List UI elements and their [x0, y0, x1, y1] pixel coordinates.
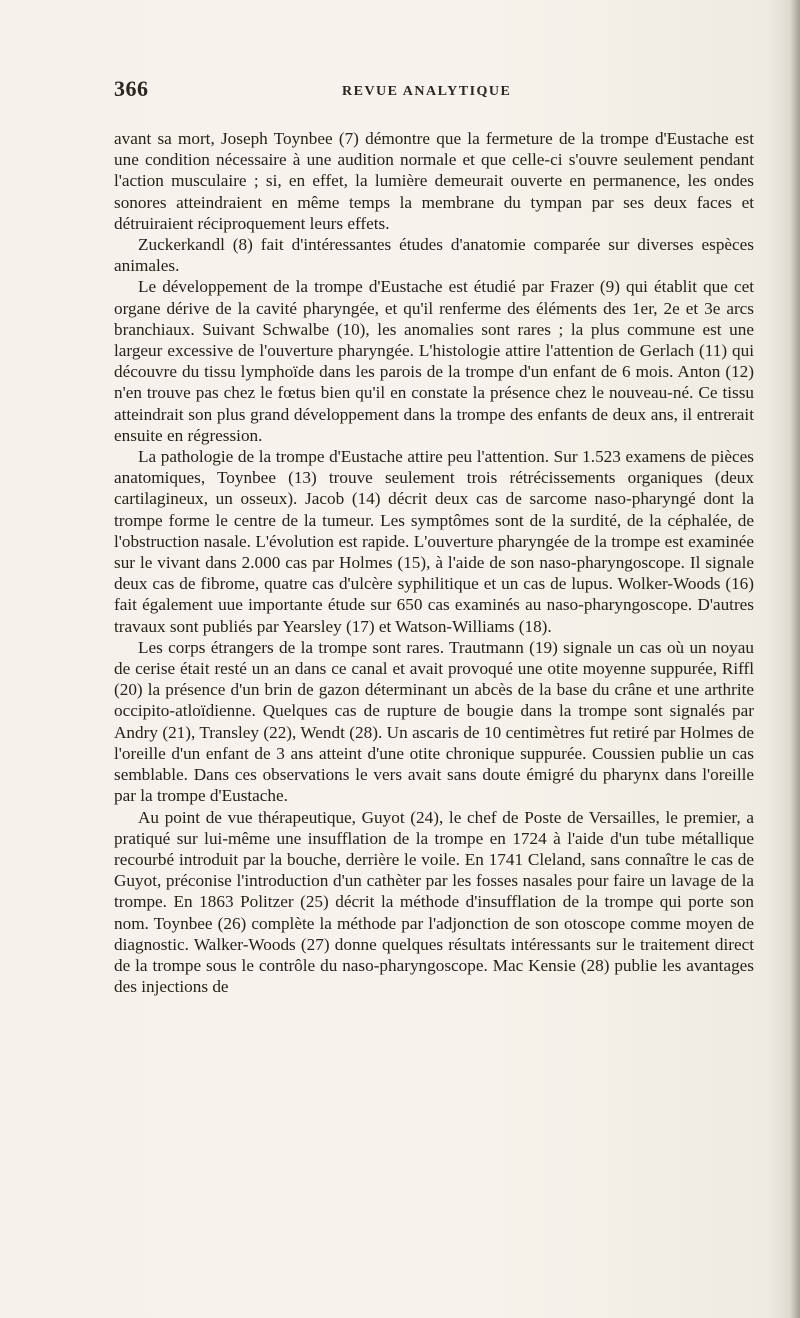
- paragraph-zuckerkandl: Zuckerkandl (8) fait d'intéressantes études d'anatomie comparée sur diverses espèces animales.: [114, 235, 754, 276]
- paragraph-corps-etrangers: Les corps étrangers de la trompe sont rares. Trautmann (19) signale un cas où un noyau de cerise était resté un an dans ce canal et avait provoqué une otite moyenne suppurée, Riffl (20) la présence d'un brin de gazon déterminant un abcès de la base du crâne et une arthrite occipito-atloïdienne. Quelques cas de rupture de bougie dans la trompe sont signalés par Andry (21), Transley (22), Wendt (28). Un ascaris de 10 centimètres fut retiré par Holmes de l'oreille d'un enfant de 3 ans atteint d'une otite chronique suppurée. Coussien publie un cas semblable. Dans ces observations le vers avait sans doute émigré du pharynx dans l'oreille par la trompe d'Eustache.: [114, 637, 754, 806]
- paragraph-therapeutique: Au point de vue thérapeutique, Guyot (24), le chef de Poste de Versailles, le premier, a pratiqué sur lui-même une insufflation de la trompe en 1724 à l'aide d'un tube métallique recourbé introduit par la bouche, derrière le voile. En 1741 Cleland, sans connaître le cas de Guyot, préconise l'introduction d'un cathèter par les fosses nasales pour faire un lavage de la trompe. En 1863 Politzer (25) décrit la méthode d'insufflation de la trompe qui porte son nom. Toynbee (26) complète la méthode par l'adjonction de son otoscope comme moyen de diagnostic. Walker-Woods (27) donne quelques résultats intéressants sur le traitement direct de la trompe sous le contrôle du naso-pharyngoscope. Mac Kensie (28) publie les avantages des injections de: [114, 807, 754, 997]
- paragraph-pathologie: La pathologie de la trompe d'Eustache attire peu l'attention. Sur 1.523 examens de pièces anatomiques, Toynbee (13) trouve seulement trois rétrécissements organiques (deux cartilagineux, un osseux). Jacob (14) décrit deux cas de sarcome naso-pharyngé dont la trompe forme le centre de la tumeur. Les symptômes sont de la surdité, de la céphalée, de l'obstruction nasale. L'évolution est rapide. L'ouverture pharyngée de la trompe est examinée sur le vivant dans 2.000 cas par Holmes (15), à l'aide de son naso-pharyngoscope. Il signale deux cas de fibrome, quatre cas d'ulcère syphilitique et un cas de lupus. Wolker-Woods (16) fait également uue importante étude sur 650 cas examinés au naso-pharyngoscope. D'autres travaux sont publiés par Yearsley (17) et Watson-Williams (18).: [114, 447, 754, 636]
- page-header: [114, 76, 754, 106]
- page-edge-shadow: [790, 0, 800, 1318]
- page-number: 366: [114, 76, 149, 101]
- running-head: REVUE ANALYTIQUE: [342, 84, 512, 99]
- paragraph-developpement: Le développement de la trompe d'Eustache est étudié par Frazer (9) qui établit que cet organe dérive de la cavité pharyngée, et qu'il renferme des éléments des 1er, 2e et 3e arcs branchiaux. Suivant Schwalbe (10), les anomalies sont rares ; la plus commune est une largeur excessive de l'ouverture pharyngée. L'histologie attire l'attention de Gerlach (11) qui découvre du tissu lymphoïde dans les parois de la trompe d'un enfant de 6 mois. Anton (12) n'en trouve pas chez le fœtus bien qu'il en constate la présence chez le nouveau-né. Ce tissu atteindrait son plus grand développement dans la trompe des enfants de deux ans, il entrerait ensuite en régression.: [114, 277, 754, 445]
- body-text: [114, 128, 754, 997]
- paragraph-continuation: avant sa mort, Joseph Toynbee (7) démontre que la fermeture de la trompe d'Eustache est une condition nécessaire à une audition normale et que celle-ci s'ouvre seulement pendant l'action musculaire ; si, en effet, la lumière demeurait ouverte en permanence, les ondes sonores atteindraient en même temps la membrane du tympan par ses deux faces et détruiraient réciproquement leurs effets.: [114, 129, 754, 233]
